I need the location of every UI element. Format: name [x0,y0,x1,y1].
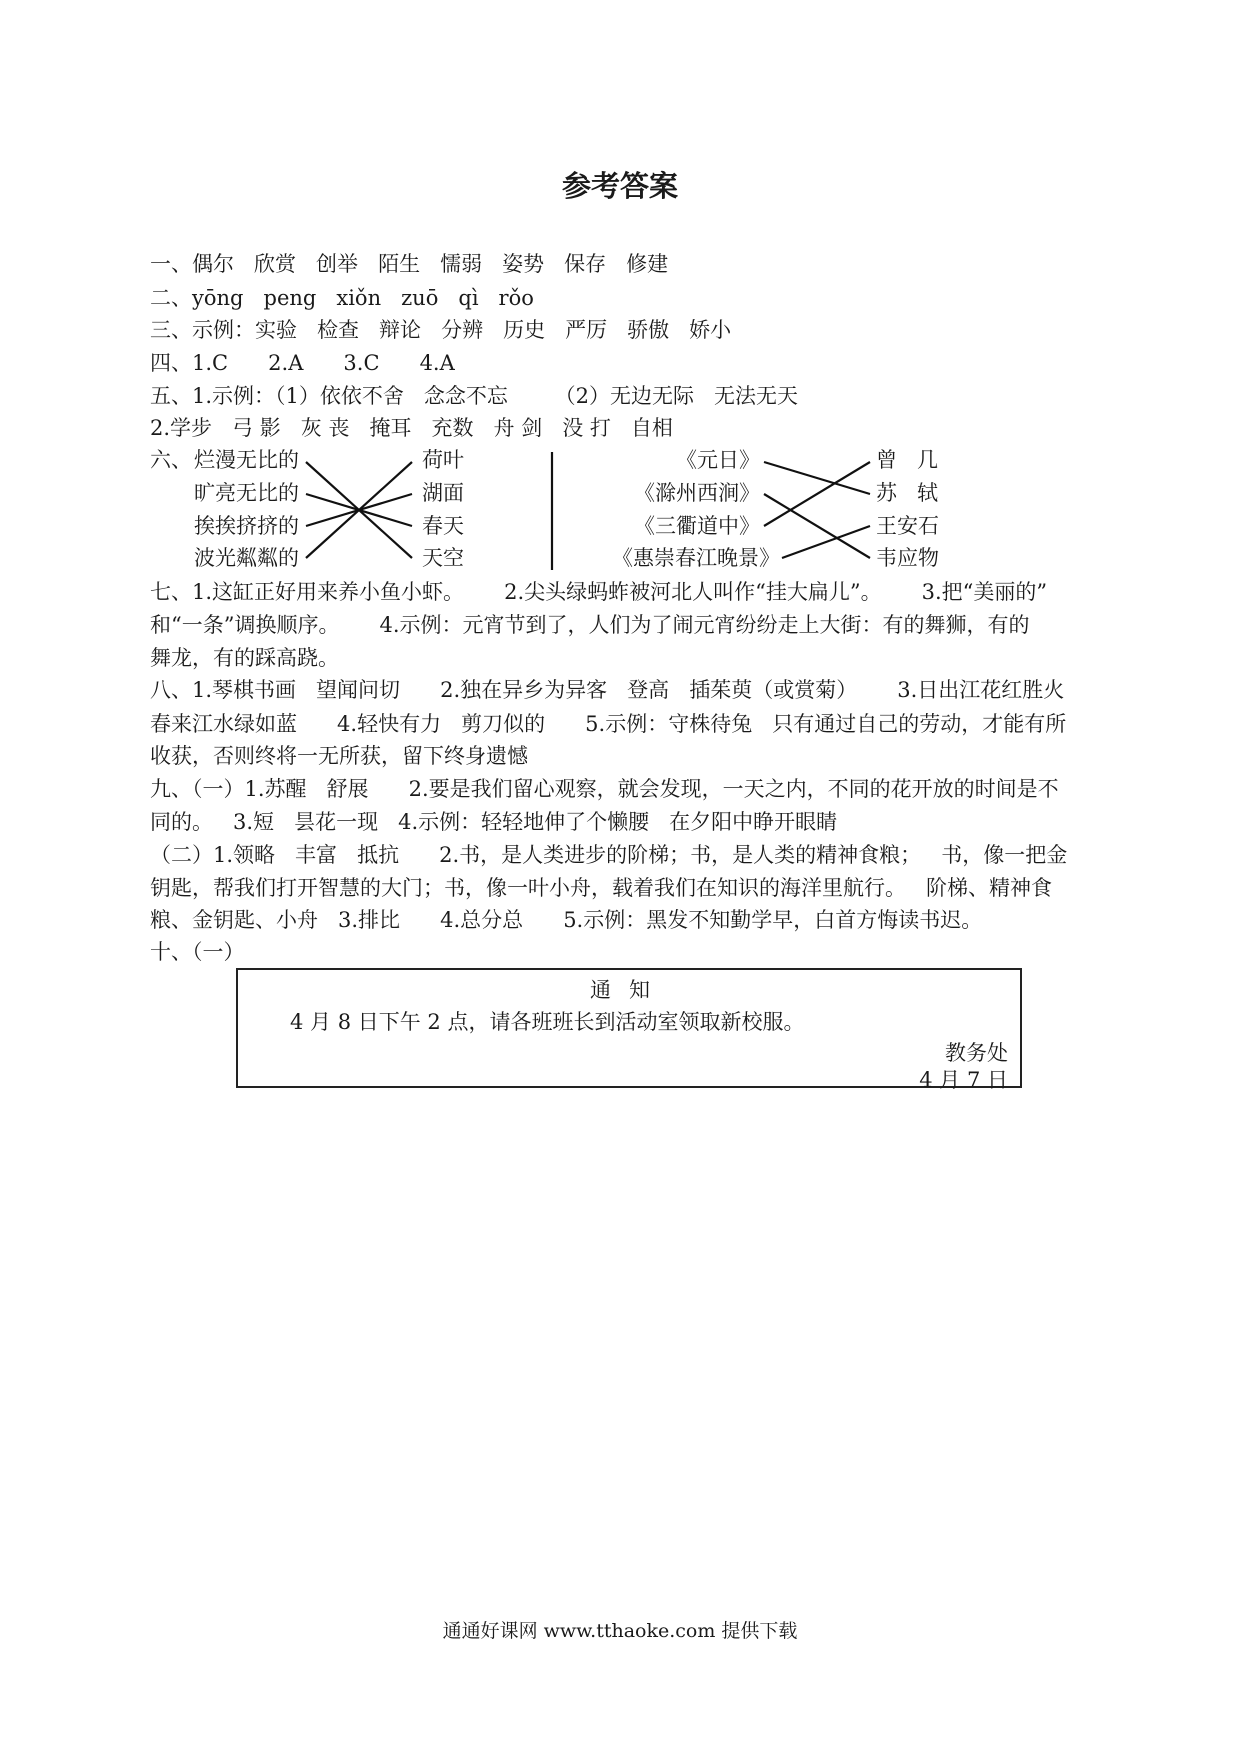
answer-line-3: 三、示例：实验 检查 辩论 分辨 历史 严厉 骄傲 娇小 [150,318,732,342]
para-line-4: 八、1.琴棋书画 望闻问切 2.独在异乡为异客 登高 插茱萸（或赏菊） 3.日出江花红胜火 [150,678,1065,702]
answer-line-5: 五、1.示例：（1）依依不舍 念念不忘 （2）无边无际 无法无天 [150,384,799,408]
para-line-8: 同的。 3.短 昙花一现 4.示例：轻轻地伸了个懒腰 在夕阳中睁开眼睛 [150,810,838,834]
notice-title: 通知 [590,978,668,1002]
match-right-b-1: 曾 几 [876,448,939,472]
match-line-b-2 [764,494,870,558]
para-line-3: 舞龙，有的踩高跷。 [150,646,339,670]
match-right-b-3: 王安石 [876,514,939,538]
para-line-2: 和“一条”调换顺序。 4.示例：元宵节到了，人们为了闹元宵纷纷走上大街：有的舞狮，有的 [150,613,1030,637]
match-right-a-1: 荷叶 [422,448,464,472]
match-left-b-3: 《三衢道中》 [634,514,760,538]
match-right-b-4: 韦应物 [876,546,939,570]
answer-line-6: 2.学步 弓 影 灰 丧 掩耳 充数 舟 剑 没 打 自相 [150,416,673,440]
match-left-b-4: 《惠崇春江晚景》 [612,546,780,570]
answer-line-4: 四、1.C 2.A 3.C 4.A [150,351,455,375]
match-line-b-1 [764,462,870,494]
match-right-a-3: 春天 [422,514,464,538]
match-left-b-2: 《滁州西涧》 [634,481,760,505]
para-line-10: 钥匙，帮我们打开智慧的大门；书，像一叶小舟，载着我们在知识的海洋里航行。 阶梯、精神食 [150,876,1053,900]
notice-body: 4 月 8 日下午 2 点，请各班班长到活动室领取新校服。 [290,1010,805,1034]
match-right-a-4: 天空 [422,546,464,570]
section6-label: 六、 [150,448,192,472]
match-right-b-2: 苏 轼 [876,481,939,505]
para-line-6: 收获，否则终将一无所获，留下终身遗憾 [150,744,528,768]
match-left-a-4: 波光粼粼的 [194,546,299,570]
page-title: 参考答案 [561,169,678,203]
para-line-11: 粮、金钥匙、小舟 3.排比 4.总分总 5.示例：黑发不知勤学早，白首方悔读书迟。 [150,908,983,932]
para-line-5: 春来江水绿如蓝 4.轻快有力 剪刀似的 5.示例：守株待兔 只有通过自己的劳动，才能有所 [150,712,1067,736]
notice-box [236,968,1022,1092]
notice-date: 4 月 7 日 [919,1068,1008,1092]
match-left-a-1: 烂漫无比的 [194,448,299,472]
match-left-a-2: 旷亮无比的 [194,481,299,505]
match-left-a-3: 挨挨挤挤的 [194,514,299,538]
match-right-a-2: 湖面 [422,481,464,505]
match-left-b-1: 《元日》 [676,448,760,472]
para-line-12: 十、（一） [150,940,245,964]
footer-credit: 通通好课网 www.tthaoke.com 提供下载 [442,1620,798,1642]
para-line-9: （二）1.领略 丰富 抵抗 2.书，是人类进步的阶梯；书，是人类的精神食粮； 书，像一把金 [150,843,1068,867]
notice-from: 教务处 [945,1041,1008,1065]
answer-line-2: 二、yōng peng xiǒn zuō qì rǒo [150,286,534,310]
match-line-b-3 [764,462,870,526]
para-line-1: 七、1.这缸正好用来养小鱼小虾。 2.尖头绿蚂蚱被河北人叫作“挂大扁儿”。 3.把“美丽的” [150,580,1048,604]
answer-line-1: 一、偶尔 欣赏 创举 陌生 懦弱 姿势 保存 修建 [150,252,669,276]
para-line-7: 九、（一）1.苏醒 舒展 2.要是我们留心观察，就会发现，一天之内，不同的花开放的时间是不 [150,777,1059,801]
